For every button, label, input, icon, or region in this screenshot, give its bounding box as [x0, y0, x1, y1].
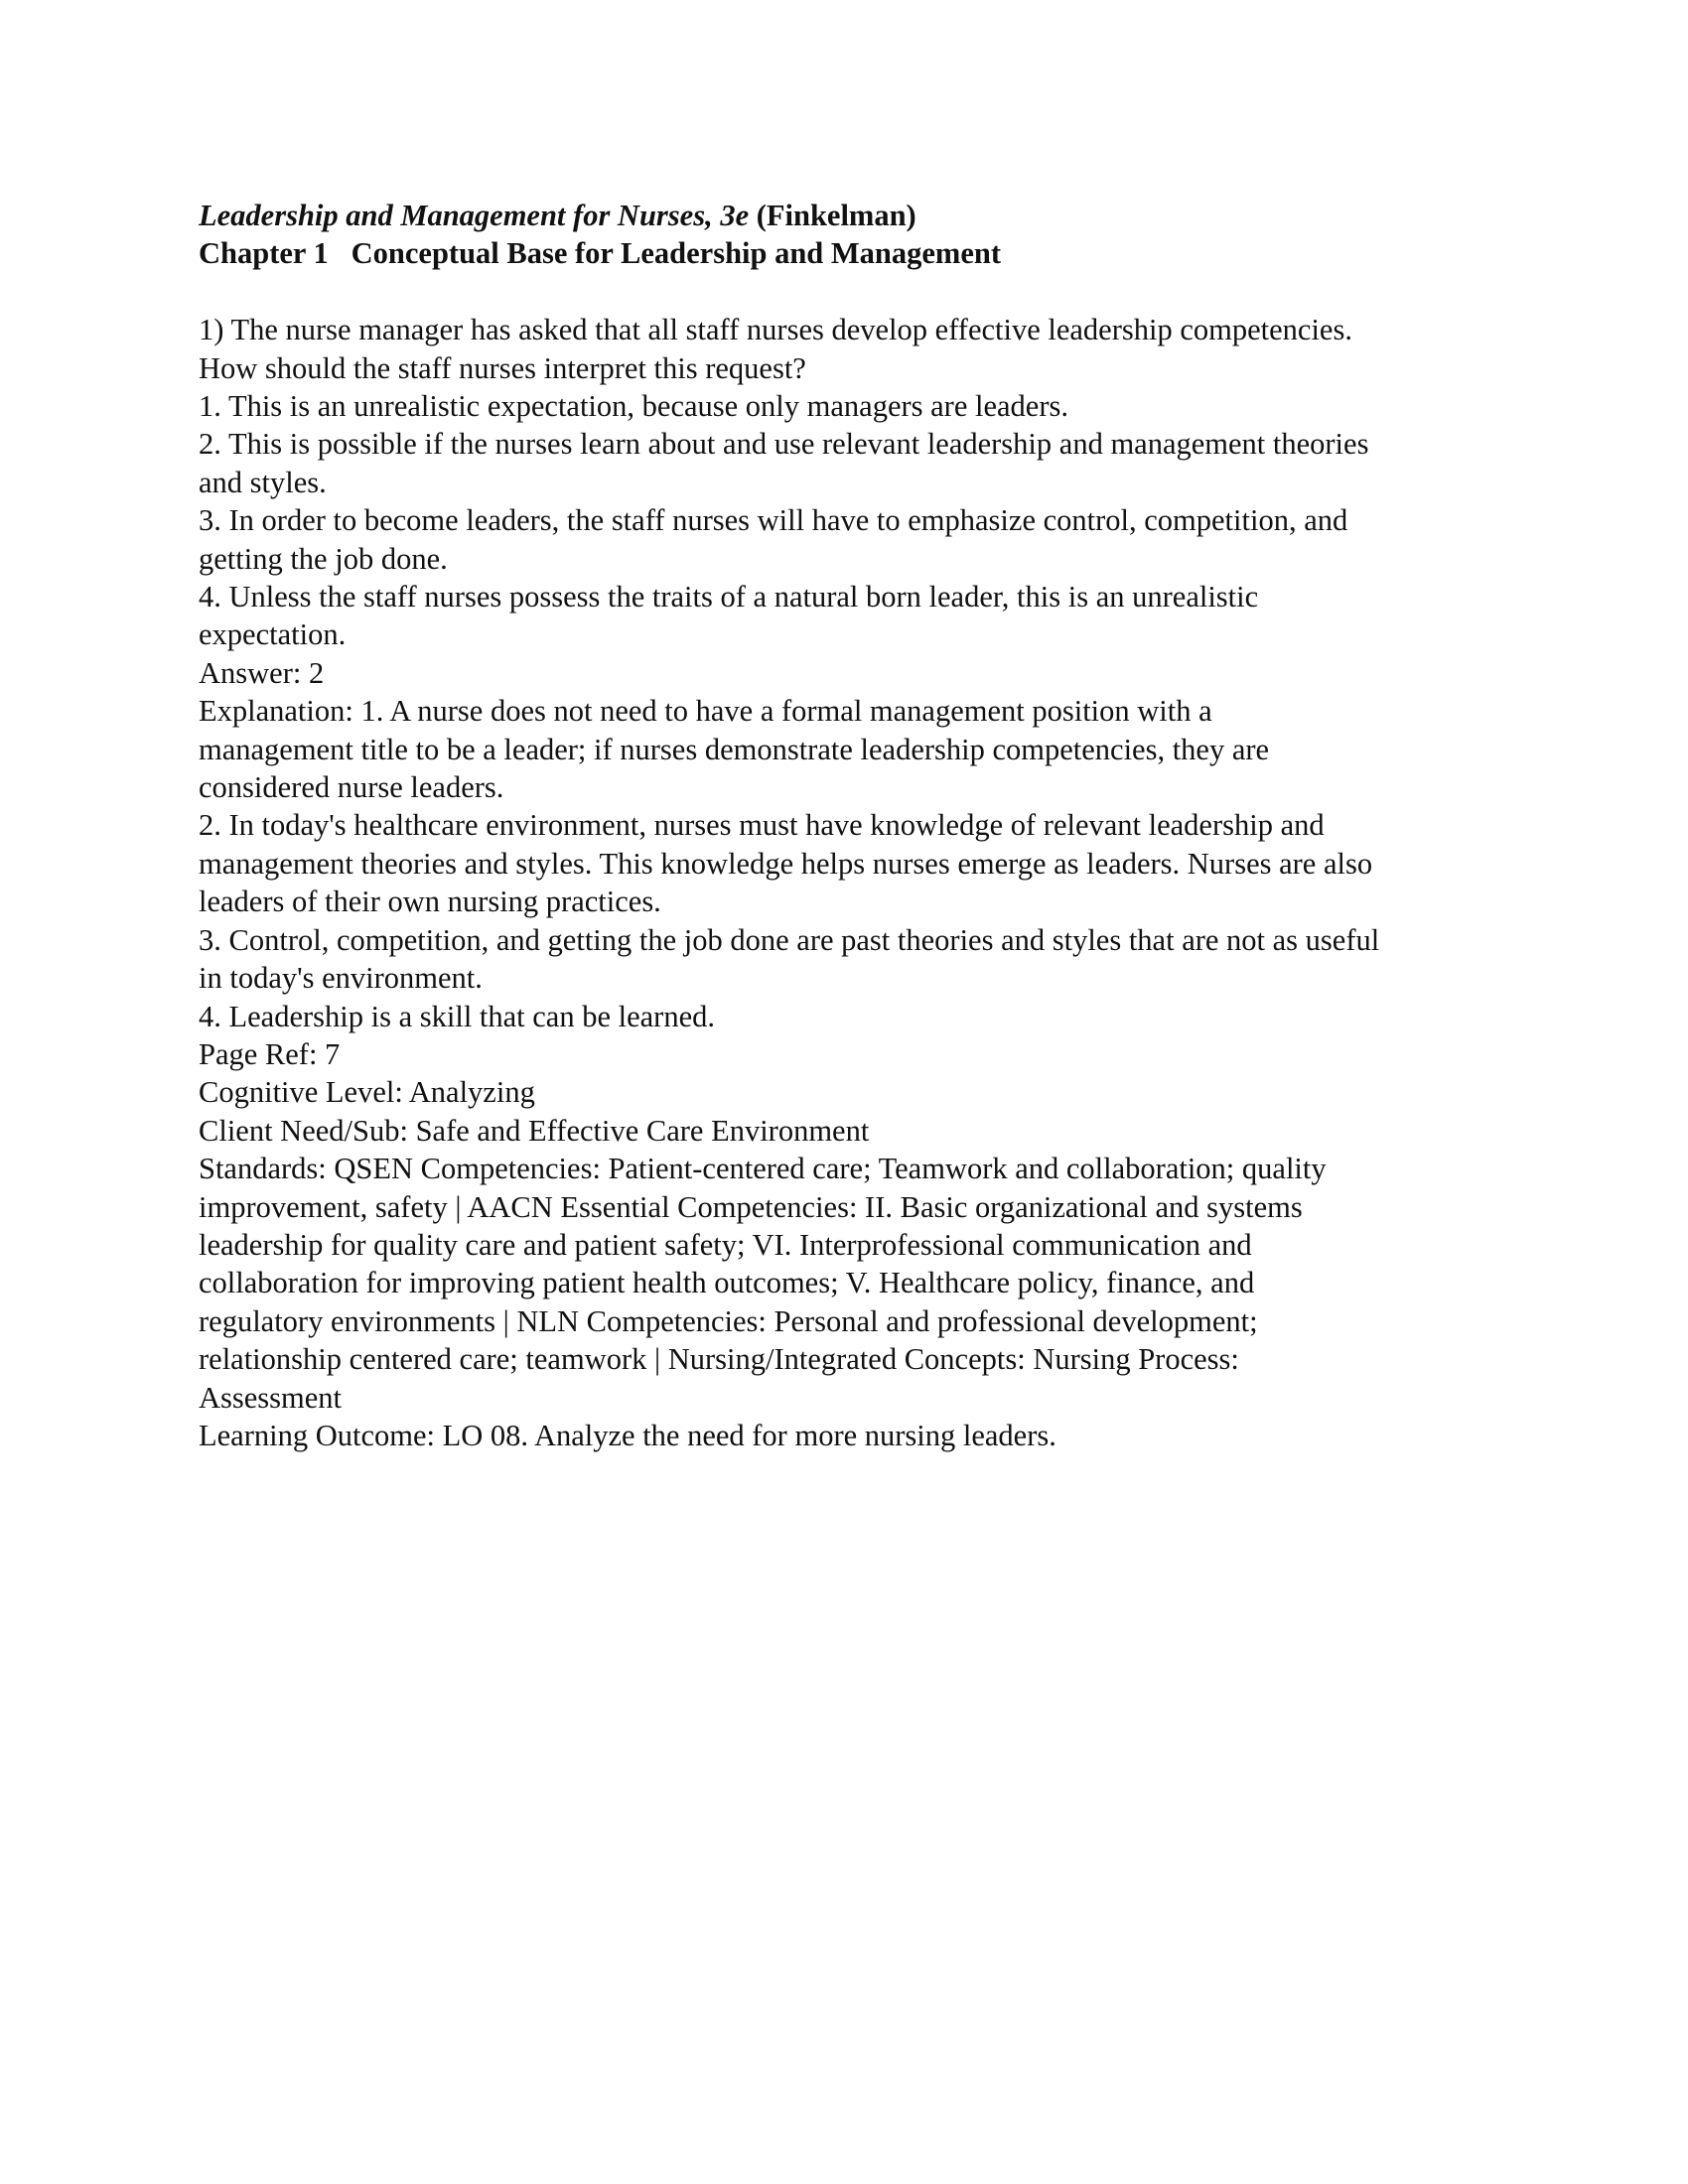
standards-line: Standards: QSEN Competencies: Patient-centered care; Teamwork and collaboration; quality	[199, 1152, 1327, 1186]
answer-option-line: and styles.	[199, 465, 327, 499]
standards-line: improvement, safety | AACN Essential Competencies: II. Basic organizational and systems	[199, 1189, 1303, 1224]
standards-line: relationship centered care; teamwork | Nursing/Integrated Concepts: Nursing Process:	[199, 1342, 1239, 1377]
standards-line: collaboration for improving patient health outcomes; V. Healthcare policy, finance, and	[199, 1266, 1255, 1300]
answer-option-line: getting the job done.	[199, 541, 448, 576]
answer-option-line: 3. In order to become leaders, the staff nurses will have to emphasize control, competition, and	[199, 503, 1348, 538]
explanation-line: 3. Control, competition, and getting the job done are past theories and styles that are not as useful	[199, 922, 1380, 957]
standards-line: Assessment	[199, 1380, 343, 1415]
answer-option-line: expectation.	[199, 617, 347, 652]
explanation-line: management theories and styles. This knowledge helps nurses emerge as leaders. Nurses are also	[199, 846, 1373, 881]
standards-line: leadership for quality care and patient safety; VI. Interprofessional communication and	[199, 1227, 1252, 1262]
chapter-title: Conceptual Base for Leadership and Management	[351, 236, 1001, 271]
page-ref: Page Ref: 7	[199, 1036, 341, 1071]
book-title: Leadership and Management for Nurses, 3e	[199, 199, 750, 232]
standards-line: regulatory environments | NLN Competencies: Personal and professional development;	[199, 1303, 1258, 1338]
answer-key: Answer: 2	[199, 655, 325, 690]
explanation-line: 4. Leadership is a skill that can be learned.	[199, 999, 716, 1033]
spacer	[199, 273, 1499, 311]
cognitive-level: Cognitive Level: Analyzing	[199, 1075, 535, 1110]
explanation-line: 2. In today's healthcare environment, nurses must have knowledge of relevant leadership and	[199, 808, 1325, 843]
explanation-line: management title to be a leader; if nurses demonstrate leadership competencies, they are	[199, 732, 1270, 766]
document-page	[199, 197, 1499, 1454]
client-need: Client Need/Sub: Safe and Effective Care Environment	[199, 1113, 870, 1148]
book-author: (Finkelman)	[756, 199, 916, 232]
answer-option-line: 4. Unless the staff nurses possess the traits of a natural born leader, this is an unrealistic	[199, 580, 1259, 614]
chapter-heading	[199, 234, 1499, 272]
book-title-line	[199, 197, 1499, 234]
explanation-line: leaders of their own nursing practices.	[199, 885, 661, 919]
explanation-line: considered nurse leaders.	[199, 770, 504, 805]
answer-option-line: 2. This is possible if the nurses learn about and use relevant leadership and management theories	[199, 427, 1369, 462]
answer-option-line: 1. This is an unrealistic expectation, because only managers are leaders.	[199, 389, 1068, 424]
question-stem-line: How should the staff nurses interpret this request?	[199, 350, 806, 385]
learning-outcome: Learning Outcome: LO 08. Analyze the need for more nursing leaders.	[199, 1418, 1056, 1452]
explanation-line: Explanation: 1. A nurse does not need to have a formal management position with a	[199, 694, 1212, 729]
chapter-number: Chapter 1	[199, 236, 329, 271]
explanation-line: in today's environment.	[199, 961, 483, 996]
question-stem-line: 1) The nurse manager has asked that all staff nurses develop effective leadership competencies.	[199, 313, 1352, 347]
